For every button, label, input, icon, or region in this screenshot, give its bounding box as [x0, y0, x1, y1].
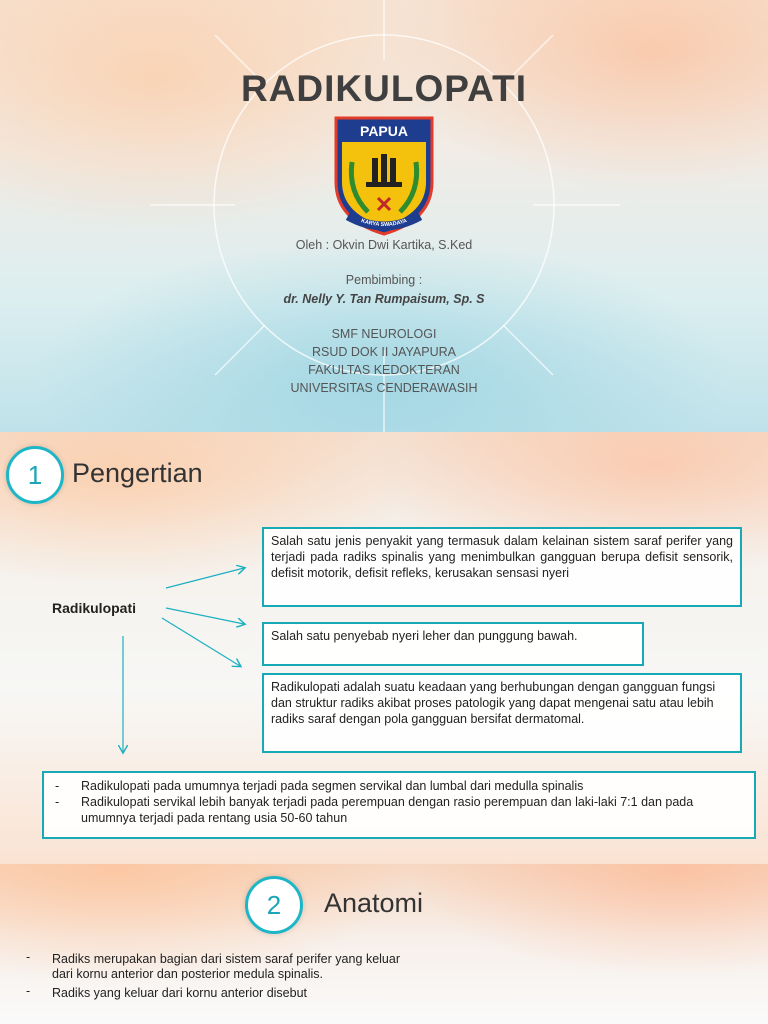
- definition-box-3: [262, 673, 742, 753]
- arrow-to-definition-2: [166, 608, 244, 624]
- anatomy-dash-1: -: [26, 950, 31, 964]
- institution-line-2: RSUD DOK II JAYAPURA: [311, 345, 456, 359]
- fact-item-2: - Radikulopati servikal lebih banyak terjadi pada perempuan dengan rasio perempuan dan laki-laki 7:1 dan pada umumnya terjadi pada rentang usia 50-60 tahun: [55, 795, 694, 825]
- definition-text-3: Radikulopati adalah suatu keadaan yang berhubungan dengan gangguan fungsi dan struktur radiks akibat proses patologik yang dapat mengenai satu atau lebih radiks saraf dengan pola gangguan bersifat dermatomal.: [271, 680, 716, 726]
- advisor-label: Pembimbing :: [345, 273, 423, 287]
- section-number-badge-2: 2: [245, 876, 303, 934]
- bullet-dash-1: -: [55, 779, 60, 793]
- institution-line-1: SMF NEUROLOGI: [331, 327, 437, 341]
- institution-line-4: UNIVERSITAS CENDERAWASIH: [290, 381, 478, 395]
- anatomy-item-2: - Radiks yang keluar dari kornu anterior disebut: [26, 984, 307, 1000]
- papua-crest-logo: [328, 112, 440, 238]
- section-heading-2: Anatomi: [324, 888, 424, 918]
- anatomy-item-1: - Radiks merupakan bagian dari sistem saraf perifer yang keluar dari kornu anterior dan posterior medula spinalis.: [26, 950, 400, 981]
- advisor-name: dr. Nelly Y. Tan Rumpaisum, Sp. S: [283, 292, 485, 306]
- definition-box-2: [262, 622, 644, 666]
- term-label: Radikulopati: [52, 600, 137, 616]
- anatomy-list: [26, 952, 400, 1001]
- author-line: Oleh : Okvin Dwi Kartika, S.Ked: [295, 238, 473, 252]
- section-number-badge: 1: [6, 446, 64, 504]
- bullet-dash-2: -: [55, 795, 60, 809]
- section-heading: Pengertian: [72, 458, 203, 488]
- anatomy-slide: [0, 864, 768, 1024]
- definition-box-1: [262, 527, 742, 607]
- arrow-to-definition-1: [166, 568, 244, 588]
- presentation-title: RADIKULOPATI: [240, 68, 528, 109]
- arrow-to-definition-3: [162, 618, 240, 666]
- anatomy-dash-2: -: [26, 984, 31, 998]
- institution-line-3: FAKULTAS KEDOKTERAN: [308, 363, 460, 377]
- crest-motto: KARYA SWADAYA: [360, 218, 408, 229]
- fact-item-1: - Radikulopati pada umumnya terjadi pada segmen servikal dan lumbal dari medulla spinalis: [55, 779, 584, 793]
- crest-title: PAPUA: [360, 123, 408, 139]
- definition-slide: [0, 432, 768, 864]
- title-slide: [0, 0, 768, 432]
- definition-text-2: Salah satu penyebab nyeri leher dan punggung bawah.: [271, 629, 578, 643]
- definition-text-1: Salah satu jenis penyakit yang termasuk dalam kelainan sistem saraf perifer yang terjadi pada radiks spinalis yang menimbulkan gangguan berupa defisit sensorik, defisit motorik, defisit refleks, kerusakan sensasi nyeri: [271, 534, 733, 580]
- facts-box: [42, 771, 756, 839]
